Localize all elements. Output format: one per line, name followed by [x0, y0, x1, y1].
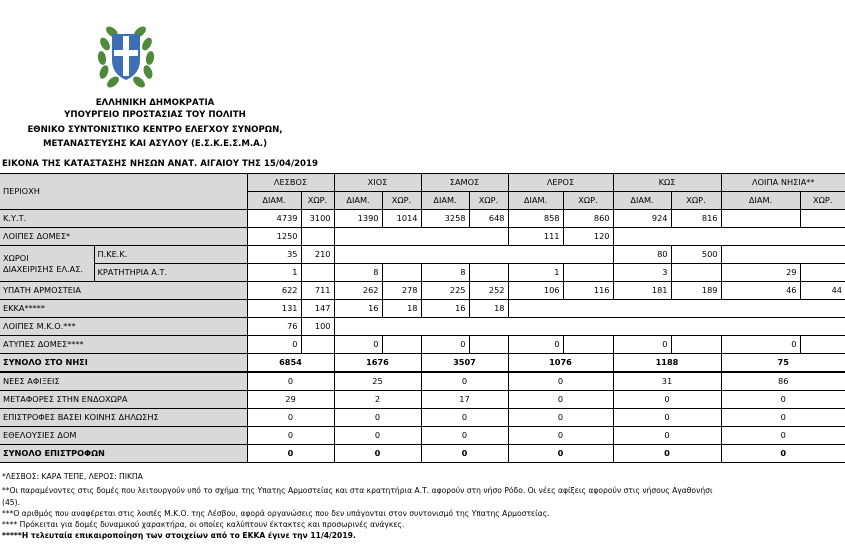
- cell: 1: [247, 264, 301, 282]
- cell: 0: [334, 445, 421, 463]
- cell: 0: [508, 427, 613, 445]
- cell: 860: [563, 210, 613, 228]
- cell: [800, 336, 845, 354]
- cell: [613, 228, 845, 246]
- cell: 1676: [334, 354, 421, 373]
- cell: [721, 210, 800, 228]
- cell: 0: [334, 336, 382, 354]
- cell: 210: [301, 246, 334, 264]
- cell: 1390: [334, 210, 382, 228]
- cell: 0: [721, 409, 845, 427]
- cell: 0: [247, 336, 301, 354]
- cell: 0: [508, 372, 613, 391]
- cell: [382, 264, 421, 282]
- table-row-nees: [0, 372, 845, 391]
- cell: 0: [508, 445, 613, 463]
- footnotes: [2, 471, 845, 542]
- row-label-mko: ΛΟΙΠΕΣ Μ.Κ.Ο.***: [0, 318, 247, 336]
- cell: [382, 336, 421, 354]
- cell: 0: [247, 409, 334, 427]
- row-label-kratitiria: ΚΡΑΤΗΤΗΡΙΑ Α.Τ.: [94, 264, 247, 282]
- cell: 858: [508, 210, 563, 228]
- xor-header: ΧΩΡ.: [800, 192, 845, 210]
- cell: 35: [247, 246, 301, 264]
- cell: [721, 246, 845, 264]
- table-row-pkek: [0, 246, 845, 264]
- cell: 189: [671, 282, 721, 300]
- cell: 75: [721, 354, 845, 373]
- header-line-2: ΥΠΟΥΡΓΕΙΟ ΠΡΟΣΤΑΣΙΑΣ ΤΟΥ ΠΟΛΙΤΗ: [64, 110, 246, 120]
- cell: 100: [301, 318, 334, 336]
- footnote-5: *****Η τελευταία επικαιροποίηση των στοιχείων από το ΕΚΚΑ έγινε την 11/4/2019.: [2, 531, 356, 541]
- cell: 29: [721, 264, 800, 282]
- cell: 0: [421, 372, 508, 391]
- cell: [469, 336, 508, 354]
- table-row-atypes: [0, 336, 845, 354]
- cell: 278: [382, 282, 421, 300]
- cell: [301, 264, 334, 282]
- cell: 924: [613, 210, 671, 228]
- row-label-ethelousies: ΕΘΕΛΟΥΣΙΕΣ ΔΟΜ: [0, 427, 247, 445]
- cell: [334, 228, 508, 246]
- row-label-nees: ΝΕΕΣ ΑΦΙΞΕΙΣ: [0, 372, 247, 391]
- island-header-samos: ΣΑΜΟΣ: [421, 174, 508, 192]
- cell: 3258: [421, 210, 469, 228]
- xor-header: ΧΩΡ.: [563, 192, 613, 210]
- xor-header: ΧΩΡ.: [671, 192, 721, 210]
- row-label-loipes-domes: ΛΟΙΠΕΣ ΔΟΜΕΣ*: [0, 228, 247, 246]
- table-row-kratitiria: [0, 264, 845, 282]
- cell: 106: [508, 282, 563, 300]
- footnote-2: **Οι παραμένοντες στις δομές που λειτουργούν υπό το σχήμα της Υπατης Αρμοστείας και στα κρατητήρια Α.Τ. αφορούν στη νήσο Ρόδο. Οι νέες αφίξεις αφορούν στις νήσους Αγαθονήσι: [2, 486, 713, 496]
- cell: [334, 318, 845, 336]
- cell: 0: [613, 409, 721, 427]
- table-row-ypati: [0, 282, 845, 300]
- header-line-3: ΕΘΝΙΚΟ ΣΥΝΤΟΝΙΣΤΙΚΟ ΚΕΝΤΡΟ ΕΛΕΓΧΟΥ ΣΥΝΟΡΩΝ,: [27, 125, 283, 135]
- table-row-ekka: [0, 300, 845, 318]
- row-label-atypes: ΑΤΥΠΕΣ ΔΟΜΕΣ****: [0, 336, 247, 354]
- cell: 1014: [382, 210, 421, 228]
- diam-header: ΔΙΑΜ.: [721, 192, 800, 210]
- cell: 1188: [613, 354, 721, 373]
- table-row-ethelousies: [0, 427, 845, 445]
- cell: [563, 264, 613, 282]
- cell: 6854: [247, 354, 334, 373]
- table-row-mko: [0, 318, 845, 336]
- greek-coat-of-arms-icon: [92, 18, 160, 92]
- diam-header: ΔΙΑΜ.: [421, 192, 469, 210]
- cell: 0: [334, 409, 421, 427]
- row-label-metafores: ΜΕΤΑΦΟΡΕΣ ΣΤΗΝ ΕΝΔΟΧΩΡΑ: [0, 391, 247, 409]
- xor-header: ΧΩΡ.: [469, 192, 508, 210]
- cell: 0: [421, 445, 508, 463]
- cell: 147: [301, 300, 334, 318]
- cell: 711: [301, 282, 334, 300]
- cell: 111: [508, 228, 563, 246]
- cell: 44: [800, 282, 845, 300]
- cell: 120: [563, 228, 613, 246]
- cell: [508, 300, 845, 318]
- cell: 0: [613, 336, 671, 354]
- cell: 648: [469, 210, 508, 228]
- cell: [301, 228, 334, 246]
- cell: 181: [613, 282, 671, 300]
- cell: 0: [334, 427, 421, 445]
- diam-header: ΔΙΑΜ.: [334, 192, 382, 210]
- cell: [800, 264, 845, 282]
- cell: 0: [247, 445, 334, 463]
- xoroi-label-line-2: ΔΙΑΧΕΙΡΙΣΗΣ ΕΛ.ΑΣ.: [3, 263, 84, 274]
- row-label-synolo-epistrofon: ΣΥΝΟΛΟ ΕΠΙΣΤΡΟΦΩΝ: [0, 445, 247, 463]
- cell: 25: [334, 372, 421, 391]
- table-row-metafores: [0, 391, 845, 409]
- cell: 816: [671, 210, 721, 228]
- cell: 0: [508, 391, 613, 409]
- cell: 3100: [301, 210, 334, 228]
- cell: 0: [421, 409, 508, 427]
- cell: 0: [508, 336, 563, 354]
- cell: 1250: [247, 228, 301, 246]
- cell: 0: [721, 427, 845, 445]
- cell: 0: [421, 427, 508, 445]
- cell: [301, 336, 334, 354]
- cell: 17: [421, 391, 508, 409]
- footnote-2-continued: (45).: [2, 497, 21, 507]
- table-row-kyt: [0, 210, 845, 228]
- region-header: ΠΕΡΙΟΧΗ: [0, 174, 247, 210]
- footnote-1: *ΛΕΣΒΟΣ: ΚΑΡΑ ΤΕΠΕ, ΛΕΡΟΣ: ΠΙΚΠΑ: [2, 472, 143, 481]
- cell: 2: [334, 391, 421, 409]
- cell: [800, 210, 845, 228]
- row-label-ekka: ΕΚΚΑ*****: [0, 300, 247, 318]
- table-row-synolo: [0, 354, 845, 373]
- diam-header: ΔΙΑΜ.: [508, 192, 563, 210]
- footnote-4: **** Πρόκειται για δομές δυναμικού χαρακτήρα, οι οποίες καλύπτουν έκτακτες και προσωρινές ανάγκες.: [2, 520, 405, 530]
- cell: 1076: [508, 354, 613, 373]
- cell: 262: [334, 282, 382, 300]
- table-row-synolo-epistrofon: [0, 445, 845, 463]
- table-row-epistrofes: [0, 409, 845, 427]
- cell: 131: [247, 300, 301, 318]
- diam-header: ΔΙΑΜ.: [613, 192, 671, 210]
- cell: 16: [421, 300, 469, 318]
- cell: 0: [247, 427, 334, 445]
- island-header-lesvos: ΛΕΣΒΟΣ: [247, 174, 334, 192]
- island-header-chios: ΧΙΟΣ: [334, 174, 421, 192]
- cell: 31: [613, 372, 721, 391]
- row-label-xoroi: [0, 246, 94, 282]
- cell: 18: [469, 300, 508, 318]
- cell: [334, 246, 613, 264]
- cell: [469, 264, 508, 282]
- cell: 4739: [247, 210, 301, 228]
- cell: 0: [247, 372, 334, 391]
- cell: 29: [247, 391, 334, 409]
- cell: 3507: [421, 354, 508, 373]
- row-label-pkek: Π.ΚΕ.Κ.: [94, 246, 247, 264]
- status-table: [0, 173, 845, 463]
- cell: 0: [721, 445, 845, 463]
- header-line-4: ΜΕΤΑΝΑΣΤΕΥΣΗΣ ΚΑΙ ΑΣΥΛΟΥ (Ε.Σ.Κ.Ε.Σ.Μ.Α.): [43, 139, 267, 149]
- cell: 0: [721, 336, 800, 354]
- cell: 8: [334, 264, 382, 282]
- island-header-kos: ΚΩΣ: [613, 174, 721, 192]
- cell: 76: [247, 318, 301, 336]
- cell: 116: [563, 282, 613, 300]
- cell: 0: [421, 336, 469, 354]
- cell: 252: [469, 282, 508, 300]
- cell: 0: [613, 391, 721, 409]
- island-header-other: ΛΟΙΠΑ ΝΗΣΙΑ**: [721, 174, 845, 192]
- row-label-ypati: ΥΠΑΤΗ ΑΡΜΟΣΤΕΙΑ: [0, 282, 247, 300]
- report-subtitle: ΕΙΚΟΝΑ ΤΗΣ ΚΑΤΑΣΤΑΣΗΣ ΝΗΣΩΝ ΑΝΑΤ. ΑΙΓΑΙΟΥ ΤΗΣ 15/04/2019: [2, 159, 318, 169]
- cell: 3: [613, 264, 671, 282]
- cell: 0: [613, 427, 721, 445]
- table-header-row: [0, 174, 845, 192]
- row-label-kyt: Κ.Υ.Τ.: [0, 210, 247, 228]
- xoroi-label-line-1: ΧΩΡΟΙ: [3, 252, 29, 263]
- xor-header: ΧΩΡ.: [382, 192, 421, 210]
- cell: 622: [247, 282, 301, 300]
- cell: [563, 336, 613, 354]
- island-header-leros: ΛΕΡΟΣ: [508, 174, 613, 192]
- footnote-3: ***Ο αριθμός που αναφέρεται στις λοιπές Μ.Κ.Ο. της Λέσβου, αφορά οργανώσεις που δεν υπάγονται στον συντονισμό της Υπατης Αρμοστείας.: [2, 508, 550, 518]
- cell: 86: [721, 372, 845, 391]
- cell: 8: [421, 264, 469, 282]
- cell: [671, 264, 721, 282]
- cell: 18: [382, 300, 421, 318]
- table-row-loipes-domes: [0, 228, 845, 246]
- header-line-1: ΕΛΛΗΝΙΚΗ ΔΗΜΟΚΡΑΤΙΑ: [95, 98, 215, 108]
- cell: [671, 336, 721, 354]
- row-label-epistrofes: ΕΠΙΣΤΡΟΦΕΣ ΒΑΣΕΙ ΚΟΙΝΗΣ ΔΗΛΩΣΗΣ: [0, 409, 247, 427]
- cell: 80: [613, 246, 671, 264]
- xor-header: ΧΩΡ.: [301, 192, 334, 210]
- cell: 0: [508, 409, 613, 427]
- diam-header: ΔΙΑΜ.: [247, 192, 301, 210]
- cell: 0: [613, 445, 721, 463]
- cell: 1: [508, 264, 563, 282]
- cell: 46: [721, 282, 800, 300]
- cell: 16: [334, 300, 382, 318]
- row-label-synolo: ΣΥΝΟΛΟ ΣΤΟ ΝΗΣΙ: [0, 354, 247, 373]
- cell: 500: [671, 246, 721, 264]
- cell: 225: [421, 282, 469, 300]
- cell: 0: [721, 391, 845, 409]
